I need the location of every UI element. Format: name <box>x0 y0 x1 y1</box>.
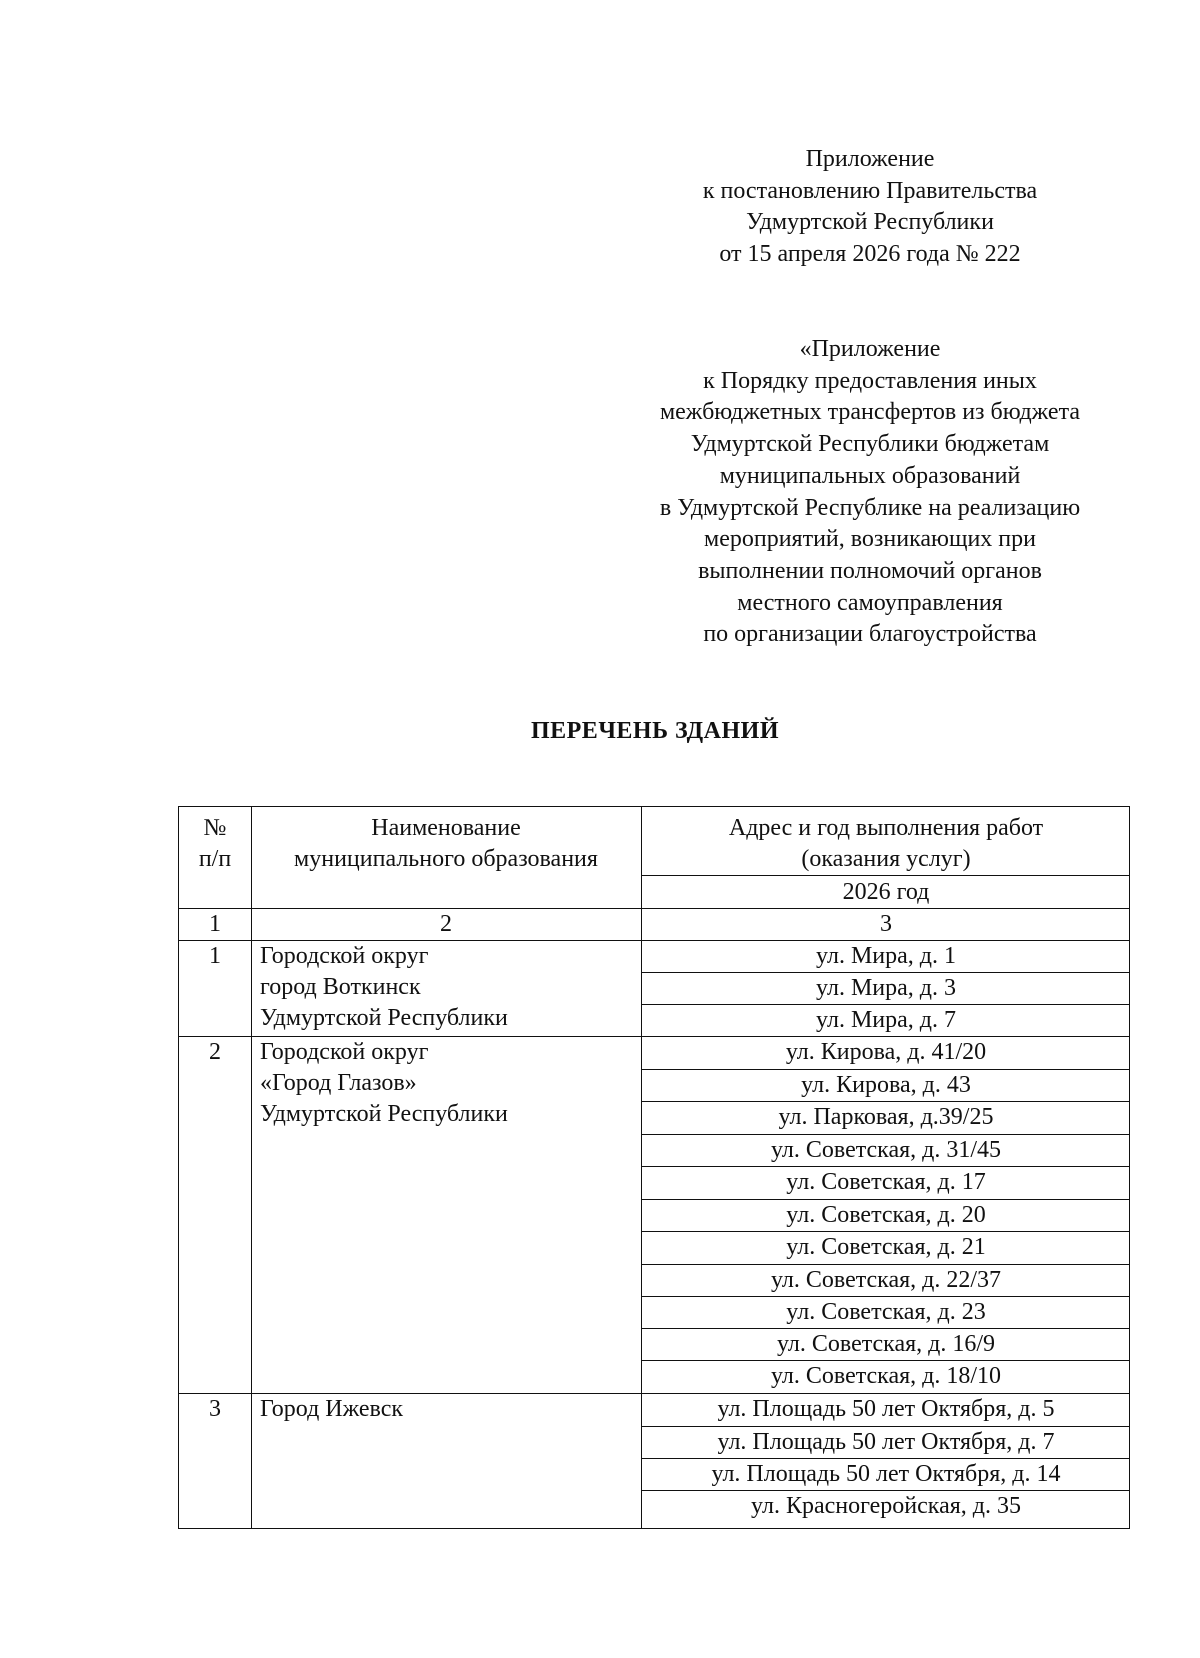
column-number: 1 <box>209 911 221 937</box>
header-address-line2: (оказания услуг) <box>801 846 971 872</box>
municipality-name-line: Удмуртской Республики <box>260 1005 508 1031</box>
address-cell: ул. Красногеройская, д. 35 <box>751 1493 1021 1519</box>
annex-subheader-line: муниципальных образований <box>719 462 1021 489</box>
annex-subheader-line: мероприятий, возникающих при <box>704 526 1036 553</box>
address-cell: ул. Советская, д. 23 <box>786 1299 986 1325</box>
column-number: 3 <box>880 911 892 937</box>
municipality-name-line: «Город Глазов» <box>260 1070 417 1096</box>
address-cell: ул. Кирова, д. 41/20 <box>785 1039 987 1065</box>
address-cell: ул. Советская, д. 16/9 <box>776 1331 996 1357</box>
annex-subheader-line: межбюджетных трансфертов из бюджета <box>659 399 1081 426</box>
address-cell: ул. Площадь 50 лет Октября, д. 5 <box>717 1396 1055 1422</box>
annex-subheader-line: выполнении полномочий органов <box>698 557 1042 584</box>
address-cell: ул. Площадь 50 лет Октября, д. 14 <box>711 1461 1061 1487</box>
municipality-name-line: Городской округ <box>260 1039 429 1065</box>
address-cell: ул. Кирова, д. 43 <box>801 1072 971 1098</box>
municipality-name <box>260 941 508 1034</box>
header-address-line1: Адрес и год выполнения работ <box>728 815 1044 841</box>
annex-subheader-line: в Удмуртской Республике на реализацию <box>659 494 1081 521</box>
annex-subheader <box>600 334 1140 651</box>
municipality-name-line: город Воткинск <box>260 974 421 1000</box>
group-number: 3 <box>209 1396 221 1422</box>
municipality-name-line: Город Ижевск <box>260 1396 404 1422</box>
annex-subheader-line: Удмуртской Республики бюджетам <box>690 431 1050 458</box>
document-title: ПЕРЕЧЕНЬ ЗДАНИЙ <box>530 718 780 744</box>
group-number: 1 <box>209 943 221 969</box>
annex-subheader-line: местного самоуправления <box>737 589 1003 616</box>
address-cell: ул. Мира, д. 3 <box>816 975 956 1001</box>
municipality-name-line: Удмуртской Республики <box>260 1101 508 1127</box>
address-cell: ул. Советская, д. 22/37 <box>770 1267 1002 1293</box>
header-name <box>251 813 641 875</box>
annex-subheader-line: «Приложение <box>799 336 941 362</box>
annex-header-line: Приложение <box>805 146 935 172</box>
group-number: 2 <box>209 1039 221 1065</box>
header-num-line1: № <box>203 815 227 841</box>
address-cell: ул. Парковая, д.39/25 <box>778 1104 994 1130</box>
header-num-line2: п/п <box>198 846 232 872</box>
annex-header <box>640 144 1100 270</box>
address-cell: ул. Площадь 50 лет Октября, д. 7 <box>717 1429 1055 1455</box>
address-cell: ул. Советская, д. 20 <box>786 1202 986 1228</box>
header-year: 2026 год <box>842 879 930 905</box>
address-cell: ул. Мира, д. 1 <box>816 943 956 969</box>
address-cell: ул. Советская, д. 17 <box>786 1169 986 1195</box>
row-divider <box>641 875 1129 876</box>
address-cell: ул. Советская, д. 31/45 <box>770 1137 1002 1163</box>
buildings-table <box>178 806 1130 1529</box>
header-name-line1: Наименование <box>371 815 521 841</box>
annex-header-line: к постановлению Правительства <box>702 177 1038 204</box>
annex-header-line: от 15 апреля 2026 года № 222 <box>719 240 1021 267</box>
municipality-name-line: Городской округ <box>260 943 429 969</box>
annex-subheader-line: к Порядку предоставления иных <box>703 367 1037 394</box>
municipality-name <box>260 1037 508 1130</box>
header-num <box>179 813 251 875</box>
header-address <box>641 813 1131 875</box>
header-name-line2: муниципального образования <box>294 846 598 872</box>
column-number: 2 <box>440 911 452 937</box>
address-cell: ул. Мира, д. 7 <box>816 1007 956 1033</box>
address-cell: ул. Советская, д. 21 <box>786 1234 986 1260</box>
annex-subheader-line: по организации благоустройства <box>703 621 1037 648</box>
annex-header-line: Удмуртской Республики <box>746 209 994 235</box>
address-cell: ул. Советская, д. 18/10 <box>770 1363 1002 1389</box>
municipality-name <box>260 1394 403 1425</box>
